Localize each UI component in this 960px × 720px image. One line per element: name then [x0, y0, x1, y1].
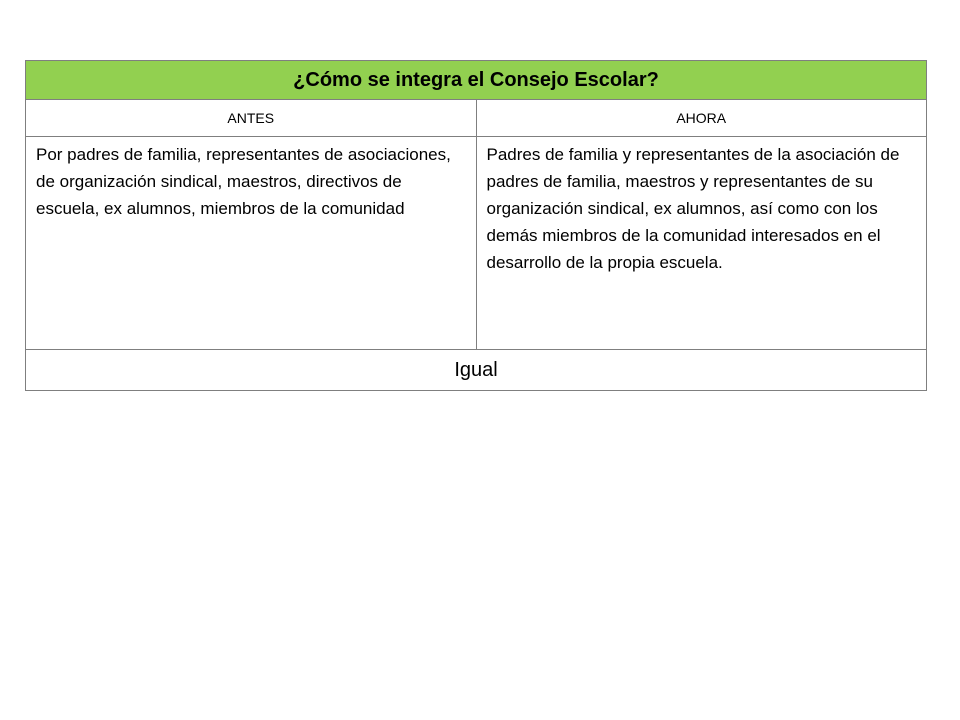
table-title: ¿Cómo se integra el Consejo Escolar?: [26, 61, 927, 100]
title-row: [26, 61, 927, 100]
footer-cell: Igual: [26, 350, 927, 391]
column-header-ahora: AHORA: [476, 100, 927, 137]
content-row: [26, 137, 927, 350]
column-header-antes: ANTES: [26, 100, 477, 137]
column-header-row: [26, 100, 927, 137]
antes-cell: Por padres de familia, representantes de asociaciones, de organización sindical, maestros, directivos de escuela, ex alumnos, miembros de la comunidad: [26, 137, 477, 350]
ahora-cell: Padres de familia y representantes de la asociación de padres de familia, maestros y representantes de su organización sindical, ex alumnos, así como con los demás miembros de la comunidad interesados en el desarrollo de la propia escuela.: [476, 137, 927, 350]
footer-row: [26, 350, 927, 391]
comparison-table: [25, 60, 927, 391]
